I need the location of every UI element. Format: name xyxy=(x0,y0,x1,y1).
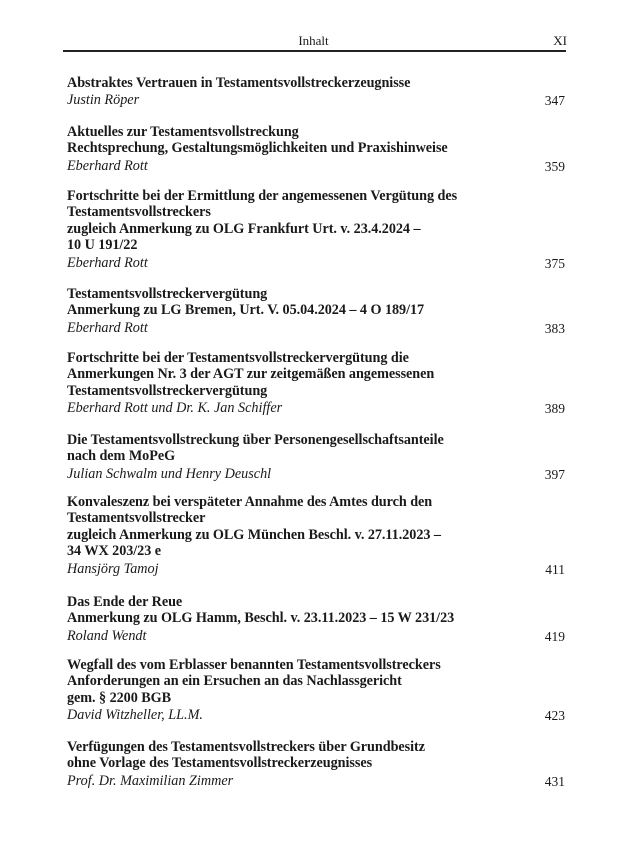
entry-title-line: zugleich Anmerkung zu OLG München Beschl. v. 27.11.2023 – xyxy=(67,526,441,543)
entry-title-line: zugleich Anmerkung zu OLG Frankfurt Urt. v. 23.4.2024 – xyxy=(67,220,421,237)
entry-author: Eberhard Rott xyxy=(67,254,148,271)
entry-author-row xyxy=(67,706,565,722)
entry-title-line: Wegfall des vom Erblasser benannten Testamentsvollstreckers xyxy=(67,657,441,673)
entry-page-number: 411 xyxy=(545,561,565,577)
toc-entry[interactable] xyxy=(67,124,565,173)
toc-entry[interactable] xyxy=(67,286,565,335)
entry-page-number: 383 xyxy=(544,320,565,336)
entry-author: Eberhard Rott xyxy=(67,319,148,336)
entry-author-row xyxy=(67,560,565,576)
header-rule xyxy=(63,50,566,52)
entry-author-row xyxy=(67,254,565,270)
entry-title-line: Testamentsvollstreckers xyxy=(67,204,211,221)
entry-title-line: Rechtsprechung, Gestaltungsmöglichkeiten und Praxishinweise xyxy=(67,140,448,157)
entry-title-line: Testamentsvollstreckervergütung xyxy=(67,382,268,399)
entry-page-number: 389 xyxy=(544,401,565,417)
entry-title-line: Die Testamentsvollstreckung über Personengesellschaftsanteile xyxy=(67,432,444,448)
entry-page-number: 423 xyxy=(544,708,565,724)
toc-entry[interactable] xyxy=(67,494,565,576)
entry-author-row xyxy=(67,91,565,107)
entry-title-line: Fortschritte bei der Ermittlung der angemessenen Vergütung des xyxy=(67,188,458,204)
header-page-number: XI xyxy=(553,33,567,48)
entry-title-line: Konvaleszenz bei verspäteter Annahme des Amtes durch den xyxy=(67,494,433,510)
toc-entry[interactable] xyxy=(67,188,565,270)
entry-page-number: 347 xyxy=(544,93,565,109)
entry-author-row xyxy=(67,157,565,173)
entry-author: Eberhard Rott und Dr. K. Jan Schiffer xyxy=(67,400,283,417)
entry-author: Justin Röper xyxy=(67,92,140,109)
entry-title-line: Anmerkung zu OLG Hamm, Beschl. v. 23.11.2023 – 15 W 231/23 xyxy=(67,610,455,627)
entry-title-line: Aktuelles zur Testamentsvollstreckung xyxy=(67,124,299,140)
entry-title-line: gem. § 2200 BGB xyxy=(67,689,172,706)
toc-entry[interactable] xyxy=(67,75,565,108)
entry-title-line: Testamentsvollstrecker xyxy=(67,510,206,527)
toc-entry[interactable] xyxy=(67,657,565,723)
entry-page-number: 431 xyxy=(544,773,565,789)
entry-page-number: 359 xyxy=(544,158,565,174)
entry-author: Roland Wendt xyxy=(67,627,147,644)
entry-page-number: 397 xyxy=(544,466,565,482)
entry-author: Eberhard Rott xyxy=(67,157,148,174)
entry-author-row xyxy=(67,772,565,788)
entry-author: Prof. Dr. Maximilian Zimmer xyxy=(67,772,234,789)
entry-title-line: Das Ende der Reue xyxy=(67,594,183,610)
entry-title-line: Verfügungen des Testamentsvollstreckers über Grundbesitz xyxy=(67,739,425,755)
entry-title-line: Testamentsvollstreckervergütung xyxy=(67,286,268,302)
entry-title-line: 10 U 191/22 xyxy=(67,237,138,254)
entry-author: David Witzheller, LL.M. xyxy=(67,707,203,724)
entry-title-line: Anmerkung zu LG Bremen, Urt. V. 05.04.2024 – 4 O 189/17 xyxy=(67,302,425,319)
toc-entry[interactable] xyxy=(67,432,565,481)
entry-title-line: Anforderungen an ein Ersuchen an das Nachlassgericht xyxy=(67,673,402,690)
toc-entry[interactable] xyxy=(67,350,565,416)
entry-author-row xyxy=(67,627,565,643)
entry-author-row xyxy=(67,465,565,481)
entry-page-number: 419 xyxy=(544,628,565,644)
entry-title-line: Abstraktes Vertrauen in Testamentsvollstreckerzeugnisse xyxy=(67,75,411,91)
entry-title-line: Fortschritte bei der Testamentsvollstreckervergütung die xyxy=(67,350,409,366)
entry-author: Hansjörg Tamoj xyxy=(67,560,159,577)
entry-author-row xyxy=(67,399,565,415)
toc-entry[interactable] xyxy=(67,739,565,788)
entry-title-line: nach dem MoPeG xyxy=(67,448,176,465)
entry-title-line: ohne Vorlage des Testamentsvollstreckerzeugnisses xyxy=(67,755,373,772)
toc-entry[interactable] xyxy=(67,594,565,643)
entry-author: Julian Schwalm und Henry Deuschl xyxy=(67,465,272,482)
entry-page-number: 375 xyxy=(544,255,565,271)
entry-title-line: Anmerkungen Nr. 3 der AGT zur zeitgemäßen angemessenen xyxy=(67,366,435,383)
entry-author-row xyxy=(67,319,565,335)
entry-title-line: 34 WX 203/23 e xyxy=(67,543,162,560)
header-title: Inhalt xyxy=(298,33,329,48)
